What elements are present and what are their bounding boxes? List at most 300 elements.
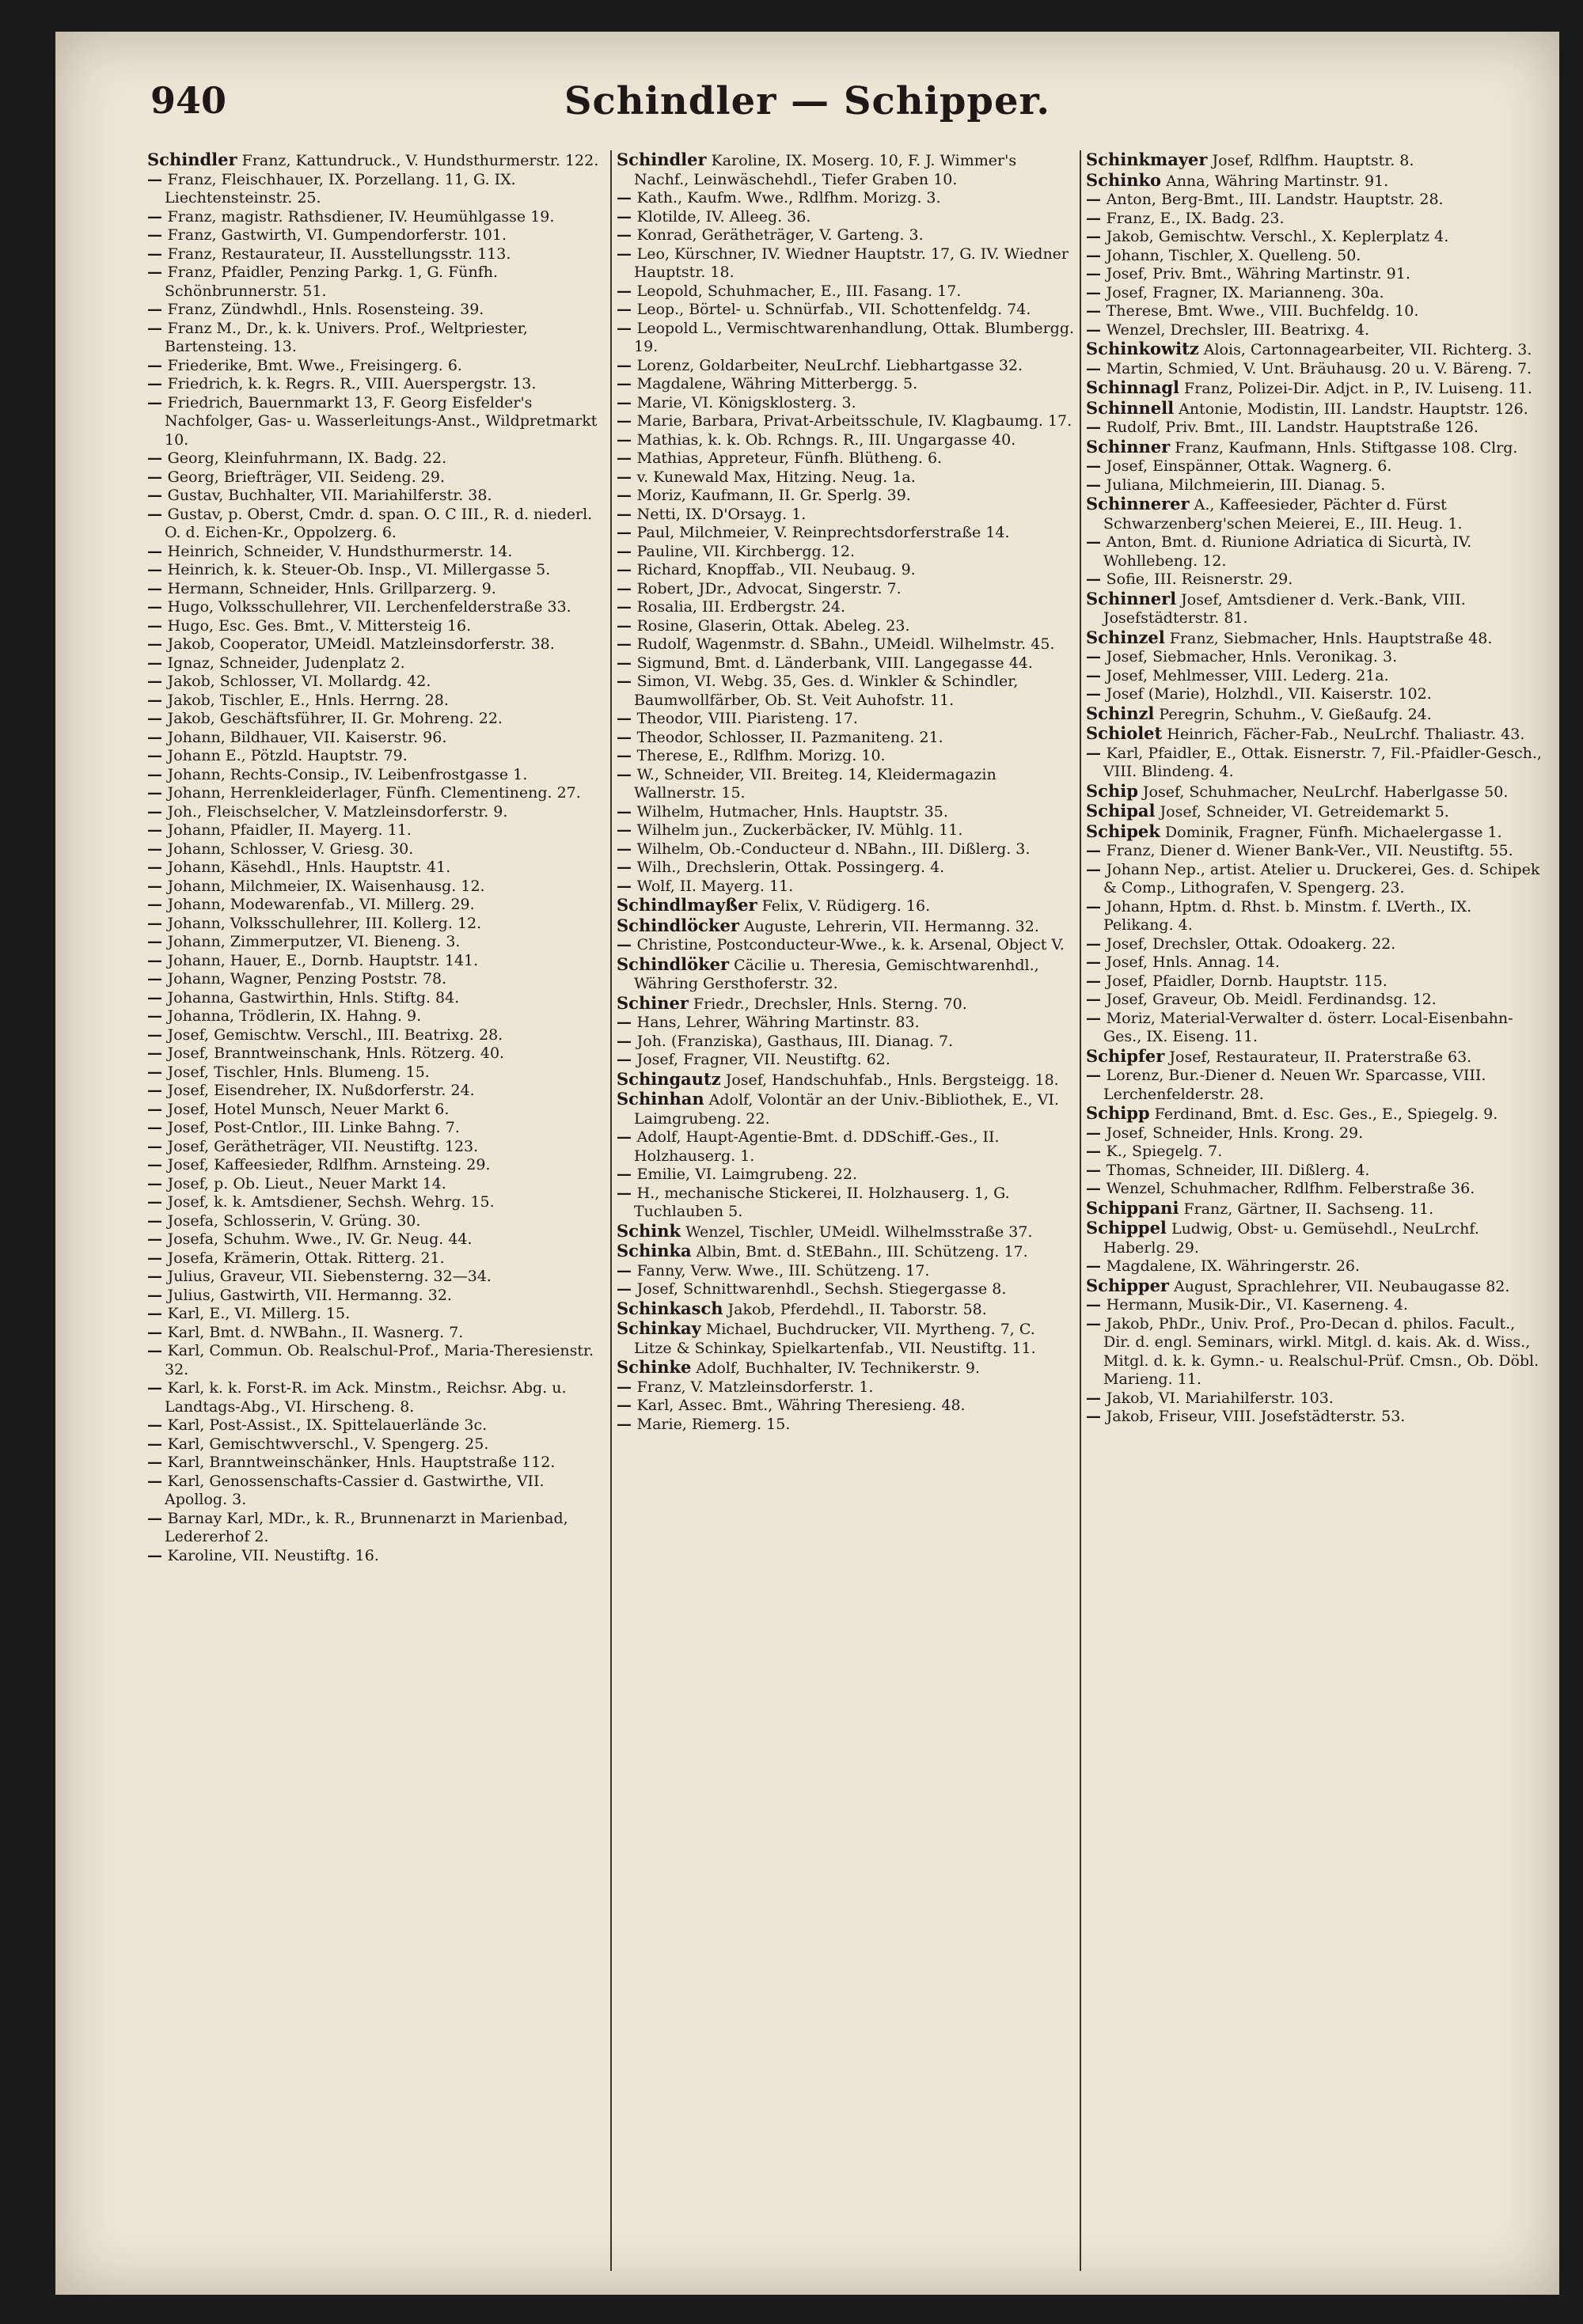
entry-text: Johann, Rechts-Consip., IV. Leibenfrostgasse 1. [167, 765, 528, 783]
entry-text: Wilh., Drechslerin, Ottak. Possingerg. 4. [636, 859, 945, 876]
ditto-dash: — [147, 616, 168, 635]
entry-text: Theodor, VIII. Piaristeng. 17. [636, 710, 858, 727]
entry-text: Alois, Cartonnagearbeiter, VII. Richterg. 3. [1198, 341, 1532, 358]
directory-entry [617, 859, 1075, 878]
ditto-dash: — [147, 1454, 168, 1471]
directory-entry [1086, 953, 1546, 972]
page-header [55, 79, 1559, 142]
directory-entry [147, 747, 605, 766]
entry-surname: Schippani [1086, 1197, 1179, 1218]
ditto-dash: — [617, 598, 637, 616]
entry-text: Anton, Bmt. d. Riunione Adriatica di Sicurtà, IV. Wohllebeng. 12. [1103, 533, 1472, 570]
ditto-dash: — [617, 468, 637, 486]
directory-entry [147, 1101, 605, 1120]
entry-text: Josef, Drechsler, Ottak. Odoakerg. 22. [1106, 935, 1396, 953]
entry-text: Johann, Käsehdl., Hnls. Hauptstr. 41. [167, 859, 451, 876]
entry-text: Karl, E., VI. Millerg. 15. [167, 1305, 351, 1322]
ditto-dash: — [147, 802, 168, 821]
ditto-dash: — [1086, 1314, 1107, 1333]
entry-text: Josef, Restaurateur, II. Praterstraße 63. [1164, 1048, 1472, 1066]
directory-entry [147, 821, 605, 840]
directory-entry [1086, 667, 1546, 686]
entry-text: Johann, Wagner, Penzing Poststr. 78. [167, 970, 447, 988]
column-3 [1081, 150, 1551, 2271]
ditto-dash: — [617, 1280, 637, 1298]
ditto-dash: — [147, 1211, 168, 1230]
directory-entry [147, 468, 605, 487]
entry-text: Karoline, IX. Moserg. 10, F. J. Wimmer's Nachf., Leinwäschehdl., Tiefer Graben 10. [634, 152, 1017, 188]
directory-entry [1086, 704, 1546, 725]
directory-entry [617, 1299, 1075, 1320]
directory-entry [1086, 898, 1546, 935]
directory-entry [1086, 399, 1546, 419]
ditto-dash: — [617, 710, 637, 727]
directory-entry [617, 766, 1075, 803]
ditto-dash: — [617, 226, 637, 244]
ditto-dash: — [147, 301, 168, 318]
entry-text: Simon, VI. Webg. 35, Ges. d. Winkler & Schindler, Baumwollfärber, Ob. St. Veit Auhofstr. 11. [634, 673, 1019, 709]
entry-text: Michael, Buchdrucker, VII. Myrtheng. 7, C. Litze & Schinkay, Spielkartenfab., VII. Neustiftg. 11. [634, 1321, 1036, 1357]
ditto-dash: — [147, 487, 168, 504]
entry-text: Karoline, VII. Neustiftg. 16. [167, 1546, 379, 1564]
entry-text: Franz, Fleischhauer, IX. Porzellang. 11, G. IX. Liechtensteinstr. 25. [165, 170, 516, 207]
directory-entry [1086, 1296, 1546, 1315]
entry-text: A., Kaffeesieder, Pächter d. Fürst Schwarzenberg'schen Meierei, E., III. Heug. 1. [1103, 496, 1463, 533]
entry-text: Josef, Tischler, Hnls. Blumeng. 15. [167, 1063, 430, 1081]
ditto-dash: — [147, 226, 168, 244]
directory-entry [147, 1416, 605, 1435]
ditto-dash: — [1086, 991, 1107, 1008]
directory-entry [147, 710, 605, 729]
ditto-dash: — [147, 207, 168, 226]
directory-entry [147, 263, 605, 301]
ditto-dash: — [1086, 953, 1107, 971]
ditto-dash: — [147, 449, 168, 467]
entry-surname: Schipp [1086, 1103, 1150, 1123]
entry-text: Netti, IX. D'Orsayg. 1. [636, 505, 807, 523]
entry-text: Felix, V. Rüdigerg. 16. [757, 897, 931, 915]
directory-entry [147, 1510, 605, 1547]
directory-entry [147, 654, 605, 673]
directory-entry [617, 357, 1075, 376]
ditto-dash: — [147, 1044, 168, 1062]
ditto-dash: — [617, 1378, 637, 1396]
directory-entry [147, 226, 605, 245]
directory-entry [147, 561, 605, 580]
directory-entry [617, 1051, 1075, 1070]
entry-text: Wenzel, Schuhmacher, Rdlfhm. Felberstraße 36. [1106, 1180, 1475, 1197]
directory-entry [617, 226, 1075, 245]
entry-text: Anton, Berg-Bmt., III. Landstr. Hauptstr. 28. [1106, 191, 1444, 208]
directory-entry [617, 1014, 1075, 1033]
entry-text: Jakob, Pferdehdl., II. Taborstr. 58. [723, 1300, 987, 1318]
directory-entry [617, 561, 1075, 580]
ditto-dash: — [617, 412, 637, 430]
directory-entry [147, 357, 605, 376]
directory-entry [1086, 339, 1546, 360]
directory-entry [1086, 1067, 1546, 1104]
ditto-dash: — [1086, 533, 1107, 551]
directory-entry [617, 821, 1075, 840]
entry-text: Franz, magistr. Rathsdiener, IV. Heumühlgasse 19. [167, 207, 555, 226]
directory-entry [147, 970, 605, 989]
entry-text: Fanny, Verw. Wwe., III. Schützeng. 17. [636, 1261, 930, 1280]
entry-text: Franz, Gastwirth, VI. Gumpendorferstr. 101. [167, 226, 507, 244]
entry-surname: Schindlöcker [617, 915, 739, 935]
entry-text: Josef, Schnittwarenhdl., Sechsh. Stiegergasse 8. [636, 1280, 1007, 1298]
directory-entry [147, 1249, 605, 1268]
entry-text: Therese, E., Rdlfhm. Morizg. 10. [636, 747, 886, 764]
directory-entry [147, 1007, 605, 1026]
directory-entry [147, 301, 605, 320]
entry-text: Marie, Riemerg. 15. [636, 1415, 791, 1433]
entry-text: Franz, Zündwhdl., Hnls. Rosensteing. 39. [167, 301, 484, 318]
ditto-dash: — [1086, 476, 1107, 494]
entry-text: Joh. (Franziska), Gasthaus, III. Dianag. 7. [636, 1032, 954, 1050]
ditto-dash: — [617, 765, 637, 783]
entry-text: Jakob, Cooperator, UMeidl. Matzleinsdorferstr. 38. [167, 635, 555, 653]
entry-text: Mathias, k. k. Ob. Rchngs. R., III. Ungargasse 40. [636, 430, 1016, 449]
directory-entry [1086, 1162, 1546, 1181]
entry-text: Franz, Gärtner, II. Sachseng. 11. [1179, 1200, 1434, 1218]
directory-entry [147, 1044, 605, 1063]
directory-columns [142, 150, 1551, 2271]
ditto-dash: — [617, 375, 637, 392]
ditto-dash: — [617, 840, 637, 858]
directory-entry [147, 580, 605, 599]
ditto-dash: — [617, 1014, 637, 1031]
directory-entry [617, 955, 1075, 994]
entry-text: Ignaz, Schneider, Judenplatz 2. [167, 654, 405, 672]
directory-entry [1086, 1180, 1546, 1199]
directory-entry [617, 543, 1075, 562]
directory-entry [1086, 191, 1546, 210]
entry-surname: Schinnerl [1086, 588, 1177, 608]
ditto-dash: — [1086, 1180, 1107, 1197]
ditto-dash: — [617, 1032, 637, 1050]
ditto-dash: — [1086, 1143, 1107, 1160]
ditto-dash: — [147, 1119, 168, 1136]
entry-text: Johann, Volksschullehrer, III. Kollerg. 12. [167, 914, 482, 932]
entry-text: Josef, Hnls. Annag. 14. [1106, 953, 1280, 971]
ditto-dash: — [147, 375, 168, 392]
directory-entry [617, 1166, 1075, 1185]
directory-entry [1086, 1047, 1546, 1067]
ditto-dash: — [617, 1128, 637, 1146]
ditto-dash: — [1086, 1067, 1107, 1084]
directory-entry [1086, 648, 1546, 667]
entry-text: Robert, JDr., Advocat, Singerstr. 7. [636, 579, 902, 597]
directory-entry [617, 1378, 1075, 1397]
entry-text: Julius, Gastwirth, VII. Hermanng. 32. [167, 1286, 452, 1304]
entry-text: Josef, Gerätheträger, VII. Neustiftg. 123. [167, 1137, 479, 1155]
ditto-dash: — [1086, 457, 1107, 475]
ditto-dash: — [1086, 648, 1107, 665]
entry-text: Karl, Gemischtwverschl., V. Spengerg. 25. [167, 1435, 489, 1453]
directory-entry [617, 896, 1075, 916]
entry-text: Theodor, Schlosser, II. Pazmaniteng. 21. [636, 728, 943, 746]
directory-entry [147, 617, 605, 636]
entry-surname: Schindler [147, 150, 237, 169]
entry-text: Karl, Commun. Ob. Realschul-Prof., Maria-Theresienstr. 32. [165, 1342, 594, 1378]
entry-text: Antonie, Modistin, III. Landstr. Hauptstr. 126. [1174, 400, 1528, 418]
directory-entry [147, 171, 605, 208]
entry-surname: Schippel [1086, 1218, 1167, 1238]
ditto-dash: — [147, 1305, 168, 1322]
directory-entry [1086, 745, 1546, 782]
ditto-dash: — [1086, 302, 1107, 320]
ditto-dash: — [617, 821, 637, 839]
directory-entry [1086, 265, 1546, 284]
entry-text: Franz M., Dr., k. k. Univers. Prof., Weltpriester, Bartensteing. 13. [165, 319, 528, 355]
entry-text: Klotilde, IV. Alleeg. 36. [636, 207, 811, 226]
entry-text: Josef, Branntweinschank, Hnls. Rötzerg. 40. [167, 1044, 505, 1062]
entry-text: Karl, Pfaidler, E., Ottak. Eisnerstr. 7, Fil.-Pfaidler-Gesch., VIII. Blindeng. 4. [1103, 744, 1542, 780]
entry-text: Barnay Karl, MDr., k. R., Brunnenarzt in Marienbad, Ledererhof 2. [165, 1509, 568, 1545]
entry-text: Johann, Schlosser, V. Griesg. 30. [167, 840, 414, 858]
directory-entry [617, 1358, 1075, 1378]
entry-surname: Schip [1086, 780, 1138, 801]
entry-text: Josef, Amtsdiener d. Verk.-Bank, VIII. Josefstädterstr. 81. [1103, 590, 1466, 627]
ditto-dash: — [1086, 1296, 1107, 1314]
ditto-dash: — [1086, 283, 1107, 301]
directory-entry [1086, 1104, 1546, 1124]
ditto-dash: — [1086, 685, 1107, 703]
entry-text: Johann, Bildhauer, VII. Kaiserstr. 96. [167, 728, 447, 746]
directory-entry [617, 150, 1075, 189]
entry-text: Lorenz, Goldarbeiter, NeuLrchf. Liebhartgasse 32. [636, 356, 1023, 374]
entry-text: Franz, Polizei-Dir. Adjct. in P., IV. Luiseng. 11. [1179, 380, 1532, 397]
entry-text: Johann, Milchmeier, IX. Waisenhausg. 12. [167, 877, 485, 895]
ditto-dash: — [147, 970, 168, 988]
directory-entry [617, 840, 1075, 859]
entry-surname: Schinnell [1086, 397, 1175, 418]
ditto-dash: — [617, 487, 637, 504]
directory-entry [617, 394, 1075, 413]
directory-entry [147, 933, 605, 952]
ditto-dash: — [617, 505, 637, 523]
entry-text: Karl, Assec. Bmt., Währing Theresieng. 48. [636, 1397, 966, 1414]
directory-entry [1086, 571, 1546, 590]
entry-text: Heinrich, k. k. Steuer-Ob. Insp., VI. Millergasse 5. [167, 561, 551, 578]
ditto-dash: — [147, 1156, 168, 1173]
directory-entry [617, 301, 1075, 320]
ditto-dash: — [147, 356, 168, 374]
directory-entry [1086, 360, 1546, 379]
directory-entry [617, 747, 1075, 766]
directory-entry [1086, 1199, 1546, 1219]
entry-surname: Schinnagl [1086, 377, 1180, 397]
entry-text: Josef, k. k. Amtsdiener, Sechsh. Wehrg. 15. [167, 1193, 495, 1211]
ditto-dash: — [147, 170, 168, 188]
ditto-dash: — [147, 1193, 168, 1211]
ditto-dash: — [147, 468, 168, 486]
entry-text: Josef, Mehlmesser, VIII. Lederg. 21a. [1106, 666, 1389, 684]
ditto-dash: — [147, 1249, 168, 1267]
entry-text: Johann, Hauer, E., Dornb. Hauptstr. 141. [167, 951, 479, 969]
ditto-dash: — [147, 728, 168, 746]
directory-entry [1086, 1124, 1546, 1143]
entry-surname: Schindlmayßer [617, 895, 757, 915]
directory-entry [617, 1416, 1075, 1435]
entry-text: Magdalene, Währing Mitterbergg. 5. [636, 375, 918, 392]
ditto-dash: — [147, 1416, 168, 1434]
directory-entry [147, 878, 605, 897]
entry-text: Hermann, Schneider, Hnls. Grillparzerg. 9. [167, 579, 496, 597]
entry-text: Jakob, Geschäftsführer, II. Gr. Mohreng. 22. [167, 710, 503, 727]
directory-entry [147, 1138, 605, 1157]
ditto-dash: — [617, 1166, 637, 1183]
ditto-dash: — [147, 1137, 168, 1155]
ditto-dash: — [1086, 209, 1107, 227]
entry-text: Magdalene, IX. Währingerstr. 26. [1106, 1257, 1361, 1275]
directory-entry [617, 208, 1075, 227]
directory-entry [1086, 724, 1546, 745]
entry-text: Rosalia, III. Erdbergstr. 24. [636, 598, 846, 616]
entry-text: Josef, Einspänner, Ottak. Wagnerg. 6. [1106, 457, 1392, 475]
directory-entry [147, 487, 605, 506]
entry-text: Johann, Modewarenfab., VI. Millerg. 29. [167, 896, 475, 913]
entry-text: Moriz, Material-Verwalter d. österr. Local-Eisenbahn-Ges., IX. Eiseng. 11. [1103, 1009, 1513, 1045]
directory-entry [1086, 861, 1546, 898]
directory-entry [147, 1175, 605, 1194]
entry-text: Josef, Gemischtw. Verschl., III. Beatrixg. 28. [167, 1026, 503, 1044]
directory-entry [1086, 210, 1546, 229]
entry-text: Rudolf, Wagenmstr. d. SBahn., UMeidl. Wilhelmstr. 45. [636, 635, 1055, 653]
entry-surname: Schinner [1086, 436, 1171, 457]
running-title: Schindler — Schipper. [564, 79, 1051, 123]
directory-entry [147, 729, 605, 748]
directory-entry [147, 208, 605, 227]
ditto-dash: — [147, 1379, 168, 1397]
directory-entry [1086, 247, 1546, 266]
entry-text: Johann, Herrenkleiderlager, Fünfh. Clementineng. 27. [167, 784, 581, 802]
entry-text: Leop., Börtel- u. Schnürfab., VII. Schottenfeldg. 74. [636, 301, 1031, 318]
ditto-dash: — [617, 1051, 637, 1068]
ditto-dash: — [147, 542, 168, 560]
entry-text: Albin, Bmt. d. StEBahn., III. Schützeng. 17. [691, 1243, 1028, 1261]
entry-text: Josefa, Schuhm. Wwe., IV. Gr. Neug. 44. [167, 1230, 473, 1248]
directory-entry [147, 1435, 605, 1454]
directory-entry [147, 1212, 605, 1231]
entry-text: Franz, Pfaidler, Penzing Parkg. 1, G. Fünfh. Schönbrunnerstr. 51. [165, 263, 499, 300]
entry-text: Peregrin, Schuhm., V. Gießaufg. 24. [1154, 705, 1432, 723]
entry-text: Georg, Kleinfuhrmann, IX. Badg. 22. [167, 449, 447, 467]
directory-entry [147, 1287, 605, 1306]
entry-surname: Schingautz [617, 1068, 721, 1089]
directory-entry [617, 654, 1075, 673]
entry-text: Franz, Diener d. Wiener Bank-Ver., VII. Neustiftg. 55. [1106, 842, 1513, 859]
entry-text: Josefa, Krämerin, Ottak. Ritterg. 21. [167, 1249, 445, 1267]
entry-text: Wenzel, Drechsler, III. Beatrixg. 4. [1106, 320, 1370, 339]
directory-entry [147, 1082, 605, 1101]
ditto-dash: — [147, 1509, 168, 1527]
entry-text: Ferdinand, Bmt. d. Esc. Ges., E., Spiegelg. 9. [1149, 1105, 1498, 1123]
directory-entry [147, 896, 605, 915]
ditto-dash: — [147, 896, 168, 913]
entry-text: Rudolf, Priv. Bmt., III. Landstr. Hauptstraße 126. [1106, 419, 1479, 436]
directory-entry [1086, 991, 1546, 1010]
entry-text: Emilie, VI. Laimgrubeng. 22. [636, 1166, 857, 1183]
directory-entry [1086, 1219, 1546, 1257]
entry-text: Gustav, p. Oberst, Cmdr. d. span. O. C III., R. d. niederl. O. d. Eichen-Kr., Oppolzerg. 6. [165, 505, 593, 541]
entry-text: Josef, Kaffeesieder, Rdlfhm. Arnsteing. 29. [167, 1156, 491, 1173]
entry-text: Johanna, Gastwirthin, Hnls. Stiftg. 84. [167, 988, 460, 1007]
ditto-dash: — [617, 1184, 637, 1202]
ditto-dash: — [147, 859, 168, 876]
entry-surname: Schinko [1086, 169, 1162, 190]
directory-entry [617, 729, 1075, 748]
column-2 [612, 150, 1081, 2271]
directory-entry [147, 840, 605, 859]
entry-text: Josef, Schneider, Hnls. Krong. 29. [1106, 1124, 1364, 1142]
ditto-dash: — [147, 1230, 168, 1248]
entry-text: Friedrich, Bauernmarkt 13, F. Georg Eisfelder's Nachfolger, Gas- u. Wasserleitungs-Anst., Wildpretmarkt 10. [165, 393, 598, 449]
ditto-dash: — [617, 1397, 637, 1414]
directory-entry [617, 916, 1075, 937]
ditto-dash: — [147, 1286, 168, 1304]
entry-text: Franz, E., IX. Badg. 23. [1106, 209, 1285, 227]
directory-entry [1086, 378, 1546, 399]
directory-entry [1086, 321, 1546, 340]
entry-text: Johann, Pfaidler, II. Mayerg. 11. [167, 821, 412, 839]
ditto-dash: — [1086, 1257, 1107, 1275]
directory-entry [147, 1268, 605, 1287]
entry-text: Hans, Lehrer, Währing Martinstr. 83. [636, 1014, 920, 1031]
entry-text: Konrad, Gerätheträger, V. Garteng. 3. [636, 226, 924, 244]
entry-text: Leopold L., Vermischtwarenhandlung, Ottak. Blumbergg. 19. [634, 319, 1075, 355]
entry-text: H., mechanische Stickerei, II. Holzhauserg. 1, G. Tuchlauben 5. [634, 1184, 1010, 1220]
entry-text: Karl, k. k. Forst-R. im Ack. Minstm., Reichsr. Abg. u. Landtags-Abg., VI. Hirscheng. 8. [165, 1379, 567, 1416]
entry-text: Friedrich, k. k. Regrs. R., VIII. Auerspergstr. 13. [167, 375, 537, 392]
entry-text: Juliana, Milchmeierin, III. Dianag. 5. [1106, 476, 1386, 494]
directory-entry [147, 1305, 605, 1324]
entry-text: Hugo, Volksschullehrer, VII. Lerchenfelderstraße 33. [167, 598, 571, 616]
entry-text: Adolf, Buchhalter, IV. Technikerstr. 9. [691, 1359, 980, 1377]
entry-text: Josef, Fragner, VII. Neustiftg. 62. [636, 1051, 890, 1068]
entry-text: Sigmund, Bmt. d. Länderbank, VIII. Langegasse 44. [636, 654, 1033, 672]
entry-text: Hugo, Esc. Ges. Bmt., V. Mittersteig 16. [167, 616, 472, 635]
ditto-dash: — [147, 1174, 168, 1192]
entry-text: Josef, Eisendreher, IX. Nußdorferstr. 24. [167, 1082, 475, 1099]
entry-surname: Schinhan [617, 1089, 704, 1109]
directory-entry [1086, 802, 1546, 822]
entry-text: Josef, Pfaidler, Dornb. Hauptstr. 115. [1106, 972, 1387, 990]
entry-text: Rosine, Glaserin, Ottak. Abeleg. 23. [636, 616, 910, 635]
directory-entry [617, 1242, 1075, 1262]
directory-entry [147, 1342, 605, 1379]
ditto-dash: — [1086, 1389, 1107, 1407]
directory-entry [617, 506, 1075, 525]
ditto-dash: — [1086, 571, 1107, 588]
ditto-dash: — [147, 1342, 168, 1359]
ditto-dash: — [617, 579, 637, 597]
directory-entry [1086, 284, 1546, 303]
directory-entry [1086, 171, 1546, 191]
ditto-dash: — [147, 654, 168, 672]
ditto-dash: — [1086, 935, 1107, 953]
ditto-dash: — [147, 1026, 168, 1044]
ditto-dash: — [1086, 228, 1107, 245]
ditto-dash: — [617, 1261, 637, 1280]
ditto-dash: — [147, 598, 168, 616]
directory-entry [617, 580, 1075, 599]
directory-entry [1086, 628, 1546, 649]
ditto-dash: — [1086, 897, 1107, 916]
entry-text: Jakob, Gemischtw. Verschl., X. Keplerplatz 4. [1106, 228, 1449, 245]
entry-text: Jakob, VI. Mariahilferstr. 103. [1106, 1389, 1334, 1407]
directory-entry [147, 1454, 605, 1473]
